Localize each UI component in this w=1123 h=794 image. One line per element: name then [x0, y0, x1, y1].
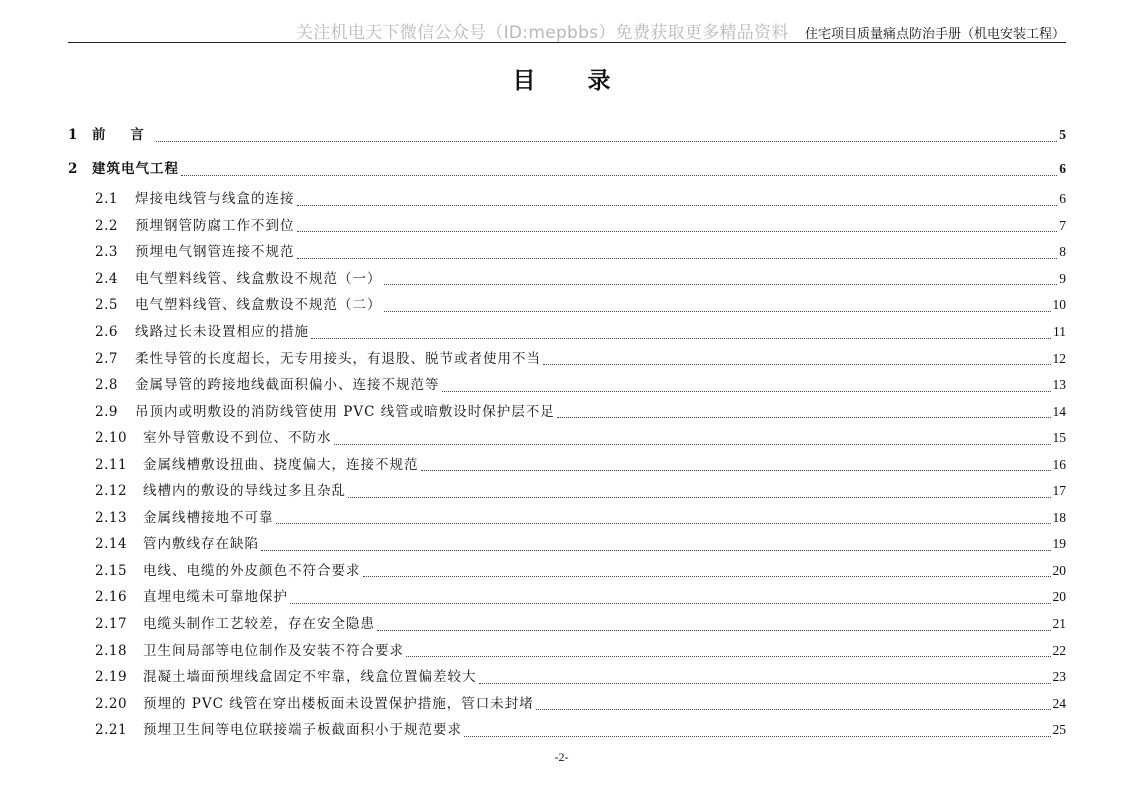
toc-entry-page: 14: [1052, 403, 1066, 419]
toc-entry-page: 5: [1059, 127, 1066, 142]
toc-entry-label: 金属导管的跨接地线截面积偏小、连接不规范等: [135, 377, 440, 394]
toc-entry-page: 20: [1052, 562, 1066, 578]
toc-dot-leader: [363, 564, 1051, 577]
toc-entry-label: 线槽内的敷设的导线过多且杂乱: [143, 483, 346, 500]
toc-entry-number: 2.21: [95, 722, 128, 739]
toc-dot-leader: [297, 219, 1058, 232]
toc-entry-number: 2.9: [95, 403, 118, 420]
toc-section-entry[interactable]: [68, 186, 1066, 213]
toc-dot-leader: [442, 379, 1051, 392]
toc-section-entry[interactable]: [68, 266, 1066, 293]
toc-dot-leader: [557, 405, 1051, 418]
toc-entry-number: 2.14: [95, 536, 128, 553]
toc-entry-page: 24: [1052, 695, 1066, 711]
toc-entry-page: 13: [1052, 377, 1066, 393]
toc-section-entry[interactable]: [68, 425, 1066, 452]
toc-entry-number: 2.1: [95, 191, 118, 208]
toc-entry-label: 室外导管敷设不到位、不防水: [143, 430, 332, 447]
toc-section-entry[interactable]: [68, 584, 1066, 611]
toc-entry-number: 2.2: [95, 217, 118, 234]
toc-entry-number: 2.8: [95, 377, 118, 394]
toc-entry-page: 17: [1052, 483, 1066, 499]
toc-entry-label: 柔性导管的长度超长，无专用接头，有退股、脱节或者使用不当: [135, 350, 541, 367]
toc-entry-page: 9: [1059, 270, 1066, 286]
toc-section-entry[interactable]: [68, 451, 1066, 478]
header-divider: [68, 42, 1066, 43]
toc-entry-label: 直埋电缆未可靠地保护: [143, 589, 288, 606]
toc-section-entry[interactable]: [68, 664, 1066, 691]
toc-entry-number: 2.5: [95, 297, 118, 314]
toc-section-entry[interactable]: [68, 637, 1066, 664]
toc-entry-number: 2.7: [95, 350, 118, 367]
toc-entry-label: 预埋钢管防腐工作不到位: [135, 217, 295, 234]
toc-dot-leader: [276, 511, 1051, 524]
toc-section-entry[interactable]: [68, 239, 1066, 266]
toc-dot-leader: [348, 485, 1051, 498]
toc-entry-page: 6: [1059, 191, 1066, 207]
toc-entry-number: 2.4: [95, 270, 118, 287]
toc-dot-leader: [156, 129, 1058, 142]
toc-entry-page: 8: [1059, 244, 1066, 260]
toc-entry-number: 2.20: [95, 695, 128, 712]
toc-section-entry[interactable]: [68, 345, 1066, 372]
toc-dot-leader: [261, 538, 1051, 551]
toc-entry-label: 预埋的 PVC 线管在穿出楼板面未设置保护措施，管口未封堵: [143, 695, 534, 712]
toc-entry-number: 2.18: [95, 642, 128, 659]
toc-entry-page: 16: [1052, 456, 1066, 472]
table-of-contents: [68, 118, 1066, 743]
toc-dot-leader: [406, 644, 1051, 657]
document-header-title: 住宅项目质量痛点防治手册（机电安装工程）: [804, 27, 1065, 42]
toc-section-entry[interactable]: [68, 319, 1066, 346]
toc-entry-label: 建筑电气工程: [92, 161, 179, 177]
toc-dot-leader: [543, 352, 1051, 365]
toc-section-entry[interactable]: [68, 478, 1066, 505]
toc-chapter-entry[interactable]: [68, 118, 1066, 152]
toc-dot-leader: [297, 193, 1058, 206]
toc-section-entry[interactable]: [68, 558, 1066, 585]
page-number: -2-: [554, 750, 569, 764]
toc-dot-leader: [297, 246, 1058, 259]
toc-entry-page: 22: [1052, 642, 1066, 658]
toc-dot-leader: [479, 671, 1051, 684]
toc-entry-number: 2.15: [95, 562, 128, 579]
toc-title: 目 录: [512, 67, 633, 94]
toc-section-entry[interactable]: [68, 505, 1066, 532]
toc-entry-label: 预埋电气钢管连接不规范: [135, 244, 295, 261]
toc-dot-leader: [377, 618, 1051, 631]
watermark-text: 关注机电天下微信公众号（ID:mepbbs）免费获取更多精品资料: [296, 23, 789, 43]
toc-section-entry[interactable]: [68, 690, 1066, 717]
toc-section-entry[interactable]: [68, 611, 1066, 638]
toc-entry-number: 2: [68, 161, 78, 177]
toc-chapter-entry[interactable]: [68, 152, 1066, 186]
toc-entry-label: 电缆头制作工艺较差，存在安全隐患: [143, 616, 375, 633]
toc-section-entry[interactable]: [68, 213, 1066, 240]
toc-entry-page: 21: [1052, 616, 1066, 632]
toc-section-entry[interactable]: [68, 398, 1066, 425]
toc-entry-label: 前 言: [92, 127, 154, 143]
toc-entry-label: 电气塑料线管、线盒敷设不规范（二）: [135, 297, 382, 314]
toc-entry-number: 2.11: [95, 456, 128, 473]
toc-entry-label: 焊接电线管与线盒的连接: [135, 191, 295, 208]
toc-section-entry[interactable]: [68, 372, 1066, 399]
toc-entry-number: 2.16: [95, 589, 128, 606]
toc-entry-label: 混凝土墙面预埋线盒固定不牢靠，线盒位置偏差较大: [143, 669, 477, 686]
toc-entry-label: 吊顶内或明敷设的消防线管使用 PVC 线管或暗敷设时保护层不足: [135, 403, 555, 420]
toc-dot-leader: [421, 458, 1051, 471]
toc-dot-leader: [536, 697, 1051, 710]
toc-entry-page: 20: [1052, 589, 1066, 605]
toc-entry-number: 2.13: [95, 509, 128, 526]
toc-entry-number: 2.19: [95, 669, 128, 686]
toc-section-entry[interactable]: [68, 717, 1066, 744]
toc-dot-leader: [290, 591, 1051, 604]
toc-entry-number: 2.3: [95, 244, 118, 261]
toc-dot-leader: [384, 299, 1051, 312]
toc-dot-leader: [334, 432, 1051, 445]
toc-entry-number: 2.10: [95, 430, 128, 447]
toc-entry-page: 18: [1052, 509, 1066, 525]
toc-dot-leader: [384, 272, 1058, 285]
toc-entry-number: 2.6: [95, 324, 118, 340]
toc-entry-label: 电气塑料线管、线盒敷设不规范（一）: [135, 270, 382, 287]
toc-dot-leader: [311, 326, 1051, 339]
toc-entry-page: 23: [1052, 669, 1066, 685]
toc-entry-number: 1: [68, 127, 78, 143]
toc-entry-page: 15: [1052, 430, 1066, 446]
toc-entry-page: 11: [1053, 324, 1066, 339]
toc-dot-leader: [181, 163, 1057, 176]
toc-entry-page: 12: [1052, 350, 1066, 366]
toc-entry-label: 预埋卫生间等电位联接端子板截面积小于规范要求: [143, 722, 462, 739]
toc-entry-number: 2.17: [95, 616, 128, 633]
toc-entry-label: 金属线槽接地不可靠: [143, 509, 274, 526]
toc-entry-label: 线路过长未设置相应的措施: [135, 324, 309, 340]
toc-entry-page: 7: [1059, 217, 1066, 233]
toc-entry-page: 19: [1052, 536, 1066, 552]
toc-dot-leader: [464, 724, 1051, 737]
toc-entry-page: 6: [1059, 161, 1066, 176]
toc-entry-label: 管内敷线存在缺陷: [143, 536, 259, 553]
toc-entry-page: 10: [1052, 297, 1066, 313]
toc-entry-page: 25: [1052, 722, 1066, 738]
toc-entry-label: 金属线槽敷设扭曲、挠度偏大，连接不规范: [143, 456, 419, 473]
toc-entry-label: 电线、电缆的外皮颜色不符合要求: [143, 562, 361, 579]
toc-entry-number: 2.12: [95, 483, 128, 500]
toc-section-entry[interactable]: [68, 292, 1066, 319]
toc-section-entry[interactable]: [68, 531, 1066, 558]
toc-entry-label: 卫生间局部等电位制作及安装不符合要求: [143, 642, 404, 659]
